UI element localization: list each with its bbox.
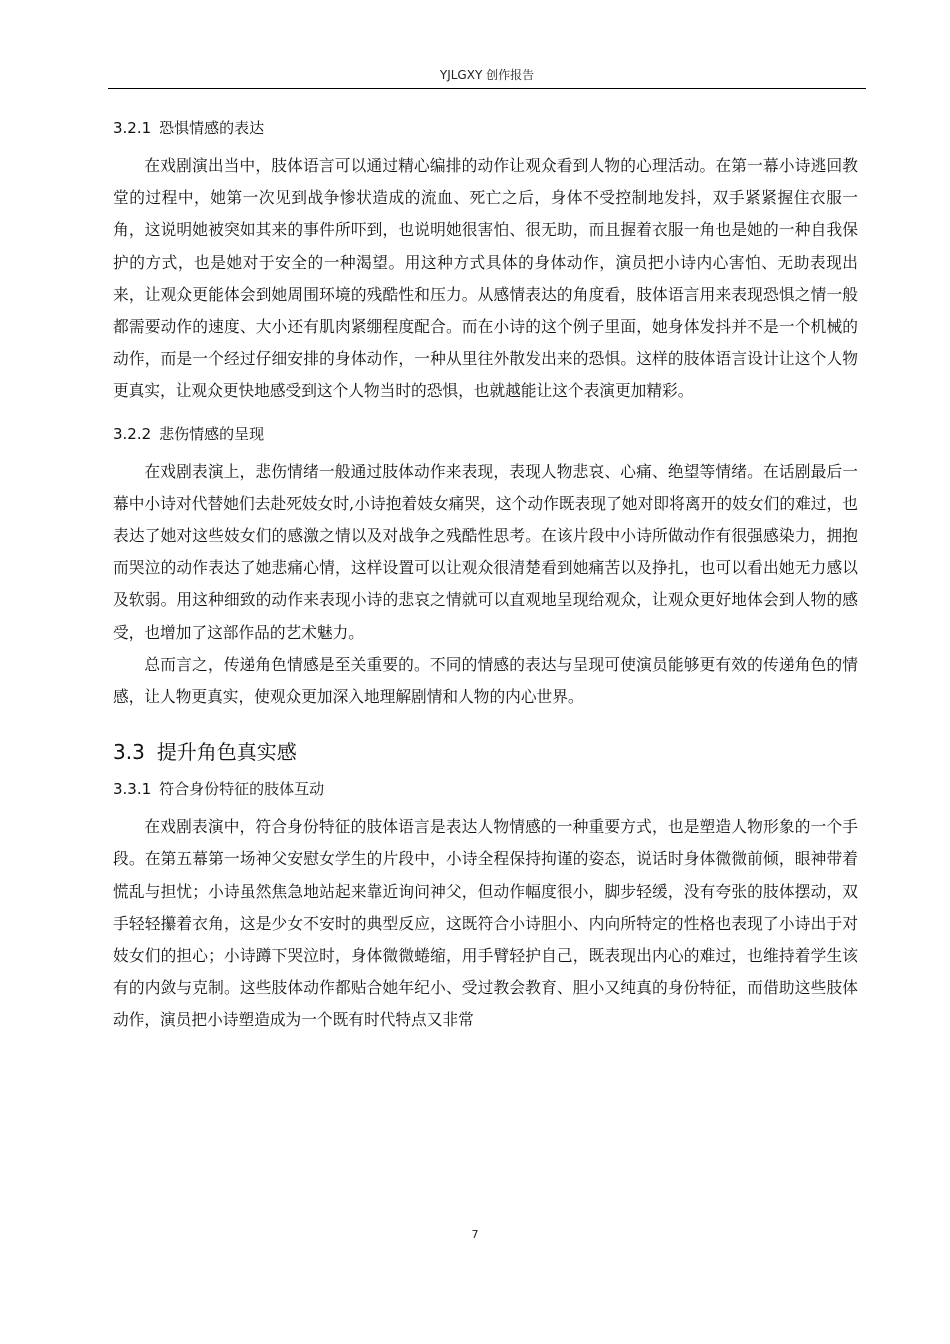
document-body [113, 116, 858, 1037]
body-paragraph: 在戏剧表演中，符合身份特征的肢体语言是表达人物情感的一种重要方式，也是塑造人物形象的一个手段。在第五幕第一场神父安慰女学生的片段中，小诗全程保持拘谨的姿态，说话时身体微微前倾，眼神带着慌乱与担忧；小诗虽然焦急地站起来靠近询问神父，但动作幅度很小，脚步轻缓，没有夸张的肢体摆动，双手轻轻攥着衣角，这是少女不安时的典型反应，这既符合小诗胆小、内向所特定的性格也表现了小诗出于对妓女们的担心；小诗蹲下哭泣时，身体微微蜷缩，用手臂轻护自己，既表现出内心的难过，也维持着学生该有的内敛与克制。这些肢体动作都贴合她年纪小、受过教会教育、胆小又纯真的身份特征，而借助这些肢体动作，演员把小诗塑造成为一个既有时代特点又非常 [113, 817, 858, 1030]
section-heading-3-2-1 [113, 116, 858, 140]
section-heading-3-2-2 [113, 422, 858, 446]
body-paragraph: 在戏剧演出当中，肢体语言可以通过精心编排的动作让观众看到人物的心理活动。在第一幕小诗逃回教堂的过程中，她第一次见到战争惨状造成的流血、死亡之后，身体不受控制地发抖，双手紧紧握住衣服一角，这说明她被突如其来的事件所吓到，也说明她很害怕、很无助，而且握着衣服一角也是她的一种自我保护的方式，也是她对于安全的一种渴望。用这种方式具体的身体动作，演员把小诗内心害怕、无助表现出来，让观众更能体会到她周围环境的残酷性和压力。从感情表达的角度看，肢体语言用来表现恐惧之情一般都需要动作的速度、大小还有肌肉紧绷程度配合。而在小诗的这个例子里面，她身体发抖并不是一个机械的动作，而是一个经过仔细安排的身体动作，一种从里往外散发出来的恐惧。这样的肢体语言设计让这个人物更真实，让观众更快地感受到这个人物当时的恐惧，也就越能让这个表演更加精彩。 [113, 156, 858, 401]
page-header: YJLGXY 创作报告 [439, 68, 535, 82]
section-number: 3.2.2 [113, 424, 152, 443]
chapter-heading-3-3 [113, 737, 858, 767]
section-title: 悲伤情感的呈现 [159, 424, 265, 443]
section-heading-3-3-1 [113, 777, 858, 801]
body-paragraph: 总而言之，传递角色情感是至关重要的。不同的情感的表达与呈现可使演员能够更有效的传递角色的情感，让人物更真实，使观众更加深入地理解剧情和人物的内心世界。 [113, 654, 858, 707]
section-title: 恐惧情感的表达 [159, 119, 265, 137]
section-title: 符合身份特征的肢体互动 [159, 780, 325, 799]
section-number: 3.2.1 [113, 119, 152, 137]
chapter-title: 提升角色真实感 [156, 740, 297, 765]
body-paragraph: 在戏剧表演上，悲伤情绪一般通过肢体动作来表现，表现人物悲哀、心痛、绝望等情绪。在话剧最后一幕中小诗对代替她们去赴死妓女时,小诗抱着妓女痛哭，这个动作既表现了她对即将离开的妓女们的难过，也表达了她对这些妓女们的感激之情以及对战争之残酷性思考。在该片段中小诗所做动作有很强感染力，拥抱而哭泣的动作表达了她悲痛心情，这样设置可以让观众很清楚看到她痛苦以及挣扎，也可以看出她无力感以及软弱。用这种细致的动作来表现小诗的悲哀之情就可以直观地呈现给观众，让观众更好地体会到人物的感受，也增加了这部作品的艺术魅力。 [113, 461, 858, 642]
header-divider [108, 88, 866, 89]
section-number: 3.3.1 [113, 780, 152, 799]
page-number: 7 [471, 1228, 479, 1241]
chapter-number: 3.3 [113, 740, 145, 765]
